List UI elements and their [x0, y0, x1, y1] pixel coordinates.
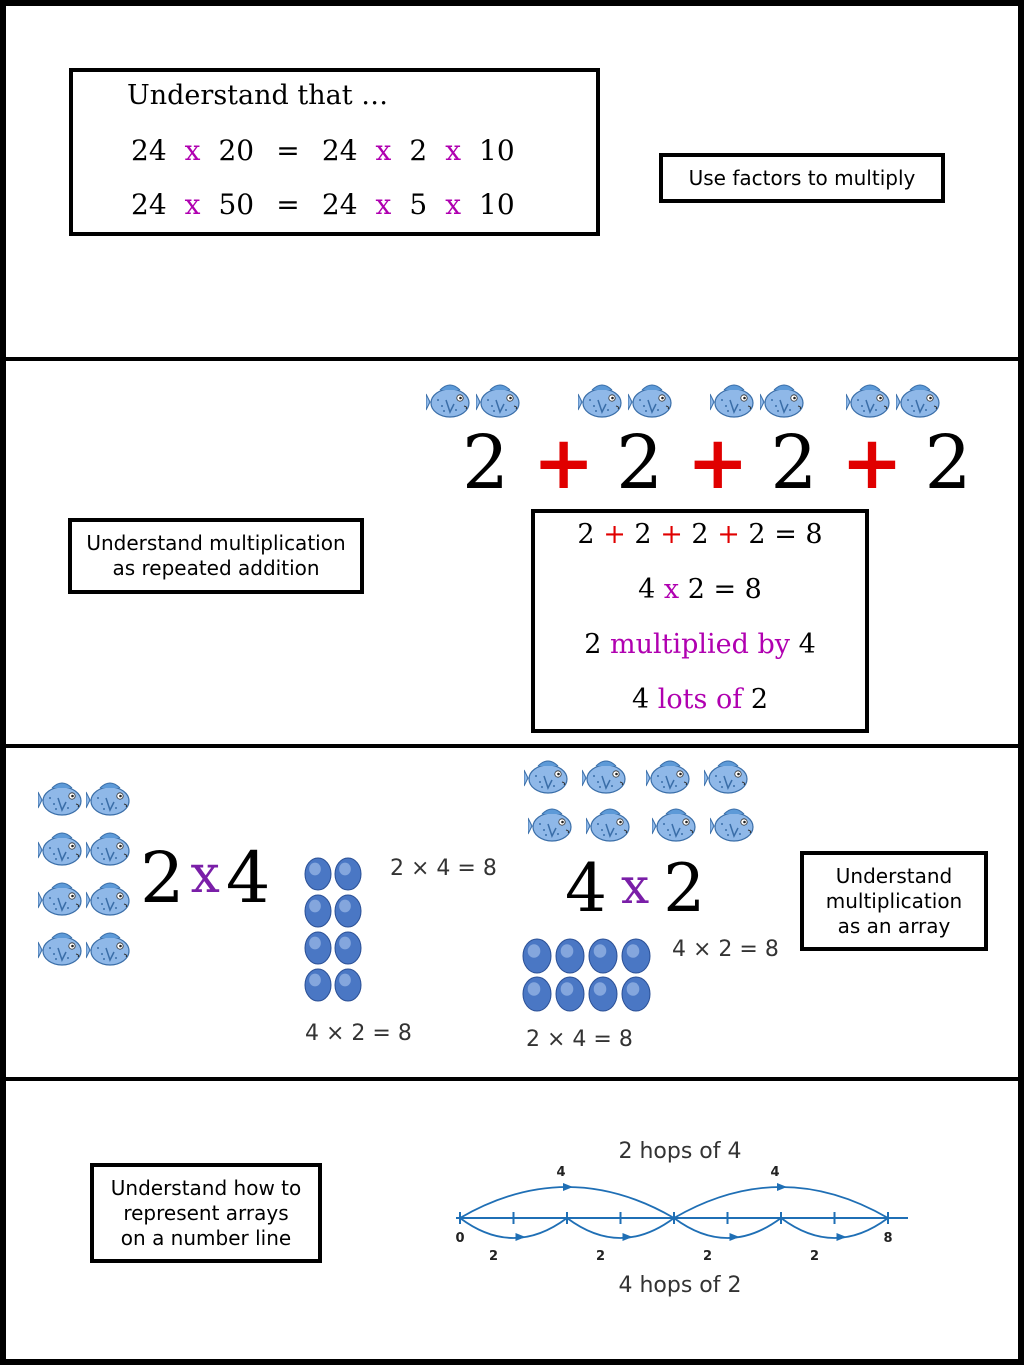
number: 2 — [140, 837, 185, 919]
plus-sign: + — [717, 519, 740, 550]
bottom-caption: 4 hops of 2 — [618, 1273, 742, 1298]
section-divider — [0, 357, 1024, 361]
bead-icon — [335, 895, 361, 927]
fish-icon — [578, 382, 626, 422]
fish-icon — [646, 758, 694, 798]
fish-icon — [704, 758, 752, 798]
equation-row-1 — [131, 134, 515, 167]
intro-text: Understand that … — [127, 80, 389, 111]
bead-icon — [305, 858, 331, 890]
number: 4 — [798, 629, 816, 660]
fish-icon — [628, 382, 676, 422]
number: 2 — [748, 519, 766, 550]
number: 4 — [632, 684, 650, 715]
fish-icon — [38, 930, 86, 970]
number: 2 — [750, 684, 768, 715]
multiplied-by-line — [535, 629, 865, 660]
array-label — [800, 851, 988, 951]
number-line — [440, 1130, 920, 1305]
times-sign: x — [621, 857, 650, 915]
fish-icon — [86, 780, 134, 820]
fish-icon — [710, 806, 758, 846]
number: 2 — [663, 850, 706, 927]
number: 50 — [218, 188, 255, 221]
fish-icon — [86, 830, 134, 870]
phrase: multiplied by — [609, 629, 791, 660]
times-sign: x — [445, 188, 461, 221]
fish-icon — [710, 382, 758, 422]
hop-label: 2 — [809, 1249, 820, 1264]
plus-sign: + — [532, 420, 595, 506]
arrow-icon — [563, 1183, 573, 1191]
section-divider — [0, 744, 1024, 748]
equation-row-2 — [131, 188, 515, 221]
fish-icon — [38, 780, 86, 820]
times-sign: x — [190, 845, 220, 905]
top-caption: 2 hops of 4 — [618, 1139, 742, 1164]
fish-icon — [86, 930, 134, 970]
arrow-icon — [623, 1233, 633, 1241]
big-repeated-sum — [462, 418, 972, 508]
addition-box — [531, 509, 869, 733]
label-text: as an array — [837, 913, 951, 938]
factors-box — [69, 68, 600, 236]
bead-icon — [305, 969, 331, 1001]
number: 4 — [638, 574, 656, 605]
bead-icon — [305, 895, 331, 927]
label-text: on a number line — [120, 1225, 292, 1250]
number: 24 — [131, 188, 167, 221]
bead-icon — [523, 939, 551, 973]
left-expression — [140, 832, 270, 921]
times-sign: x — [375, 134, 392, 167]
number: 2 — [691, 519, 709, 550]
number: 4 — [565, 850, 607, 927]
bead-icon — [556, 977, 584, 1011]
arrow-icon — [516, 1233, 526, 1241]
bead-icon — [622, 977, 650, 1011]
equation-label: 4 × 2 = 8 — [305, 1021, 412, 1046]
number: 2 — [462, 420, 510, 506]
bead-icon — [622, 939, 650, 973]
fish-icon — [86, 880, 134, 920]
fish-icon — [524, 758, 572, 798]
number: 2 — [584, 629, 602, 660]
number: 2 — [634, 519, 652, 550]
label-text: as repeated addition — [112, 556, 320, 580]
result: = 8 — [774, 519, 823, 550]
bead-icon — [589, 939, 617, 973]
fish-icon — [896, 382, 944, 422]
hop-label: 4 — [556, 1165, 566, 1180]
fish-icon — [38, 830, 86, 870]
arrow-icon — [777, 1183, 787, 1191]
sum-line — [535, 519, 865, 550]
phrase: lots of — [657, 684, 743, 715]
times-sign: x — [375, 188, 392, 221]
bead-array-2x4 — [300, 856, 370, 1012]
plus-sign: + — [840, 420, 903, 506]
times-sign: x — [184, 134, 201, 167]
fish-icon — [476, 382, 524, 422]
number: 4 — [225, 837, 271, 919]
hop-label: 2 — [702, 1249, 713, 1264]
bead-icon — [305, 932, 331, 964]
number: 10 — [479, 188, 515, 221]
number: 2 — [577, 519, 595, 550]
fish-icon — [760, 382, 808, 422]
label-text: multiplication — [825, 888, 963, 913]
bead-icon — [335, 969, 361, 1001]
plus-sign: + — [686, 420, 749, 506]
number: 24 — [131, 134, 167, 167]
bead-icon — [523, 977, 551, 1011]
label-text: Understand — [835, 863, 953, 888]
bead-array-4x2 — [520, 936, 656, 1014]
right-expression — [565, 846, 705, 929]
fish-icon — [38, 880, 86, 920]
arrow-icon — [837, 1233, 847, 1241]
fish-icon — [582, 758, 630, 798]
product-line — [535, 574, 865, 605]
number: 24 — [321, 134, 358, 167]
hop-label: 2 — [595, 1249, 606, 1264]
arrow-icon — [730, 1233, 740, 1241]
number: 24 — [321, 188, 358, 221]
label-text: Use factors to multiply — [688, 165, 916, 190]
number-line-label — [90, 1163, 322, 1263]
lots-of-line — [535, 684, 865, 715]
label-text: Understand how to — [110, 1175, 302, 1200]
number: 5 — [409, 188, 428, 221]
equals-sign: = — [276, 188, 300, 221]
hop-label: 2 — [488, 1249, 499, 1264]
repeated-addition-label — [68, 518, 364, 594]
label-text: represent arrays — [123, 1200, 289, 1225]
number: 2 — [409, 134, 428, 167]
number: 2 — [616, 420, 664, 506]
times-sign: x — [184, 188, 201, 221]
result: 2 = 8 — [687, 574, 762, 605]
fish-icon — [586, 806, 634, 846]
equation-label: 4 × 2 = 8 — [672, 937, 779, 962]
section-divider — [0, 1077, 1024, 1081]
end-label: 8 — [883, 1231, 893, 1246]
bead-icon — [589, 977, 617, 1011]
plus-sign: + — [660, 519, 683, 550]
fish-icon — [528, 806, 576, 846]
plus-sign: + — [603, 519, 626, 550]
fish-icon — [426, 382, 474, 422]
times-sign: x — [445, 134, 461, 167]
bead-icon — [335, 858, 361, 890]
times-sign: x — [663, 574, 680, 605]
number: 2 — [770, 420, 818, 506]
fish-icon — [846, 382, 894, 422]
number: 10 — [479, 134, 515, 167]
bead-icon — [335, 932, 361, 964]
start-label: 0 — [455, 1231, 465, 1246]
equation-label: 2 × 4 = 8 — [390, 856, 497, 881]
number: 2 — [924, 420, 972, 506]
fish-icon — [652, 806, 700, 846]
equation-label: 2 × 4 = 8 — [526, 1027, 633, 1052]
bead-icon — [556, 939, 584, 973]
hop-label: 4 — [770, 1165, 780, 1180]
label-text: Understand multiplication — [86, 531, 346, 555]
number: 20 — [218, 134, 255, 167]
factors-label — [659, 153, 945, 203]
equals-sign: = — [276, 134, 300, 167]
